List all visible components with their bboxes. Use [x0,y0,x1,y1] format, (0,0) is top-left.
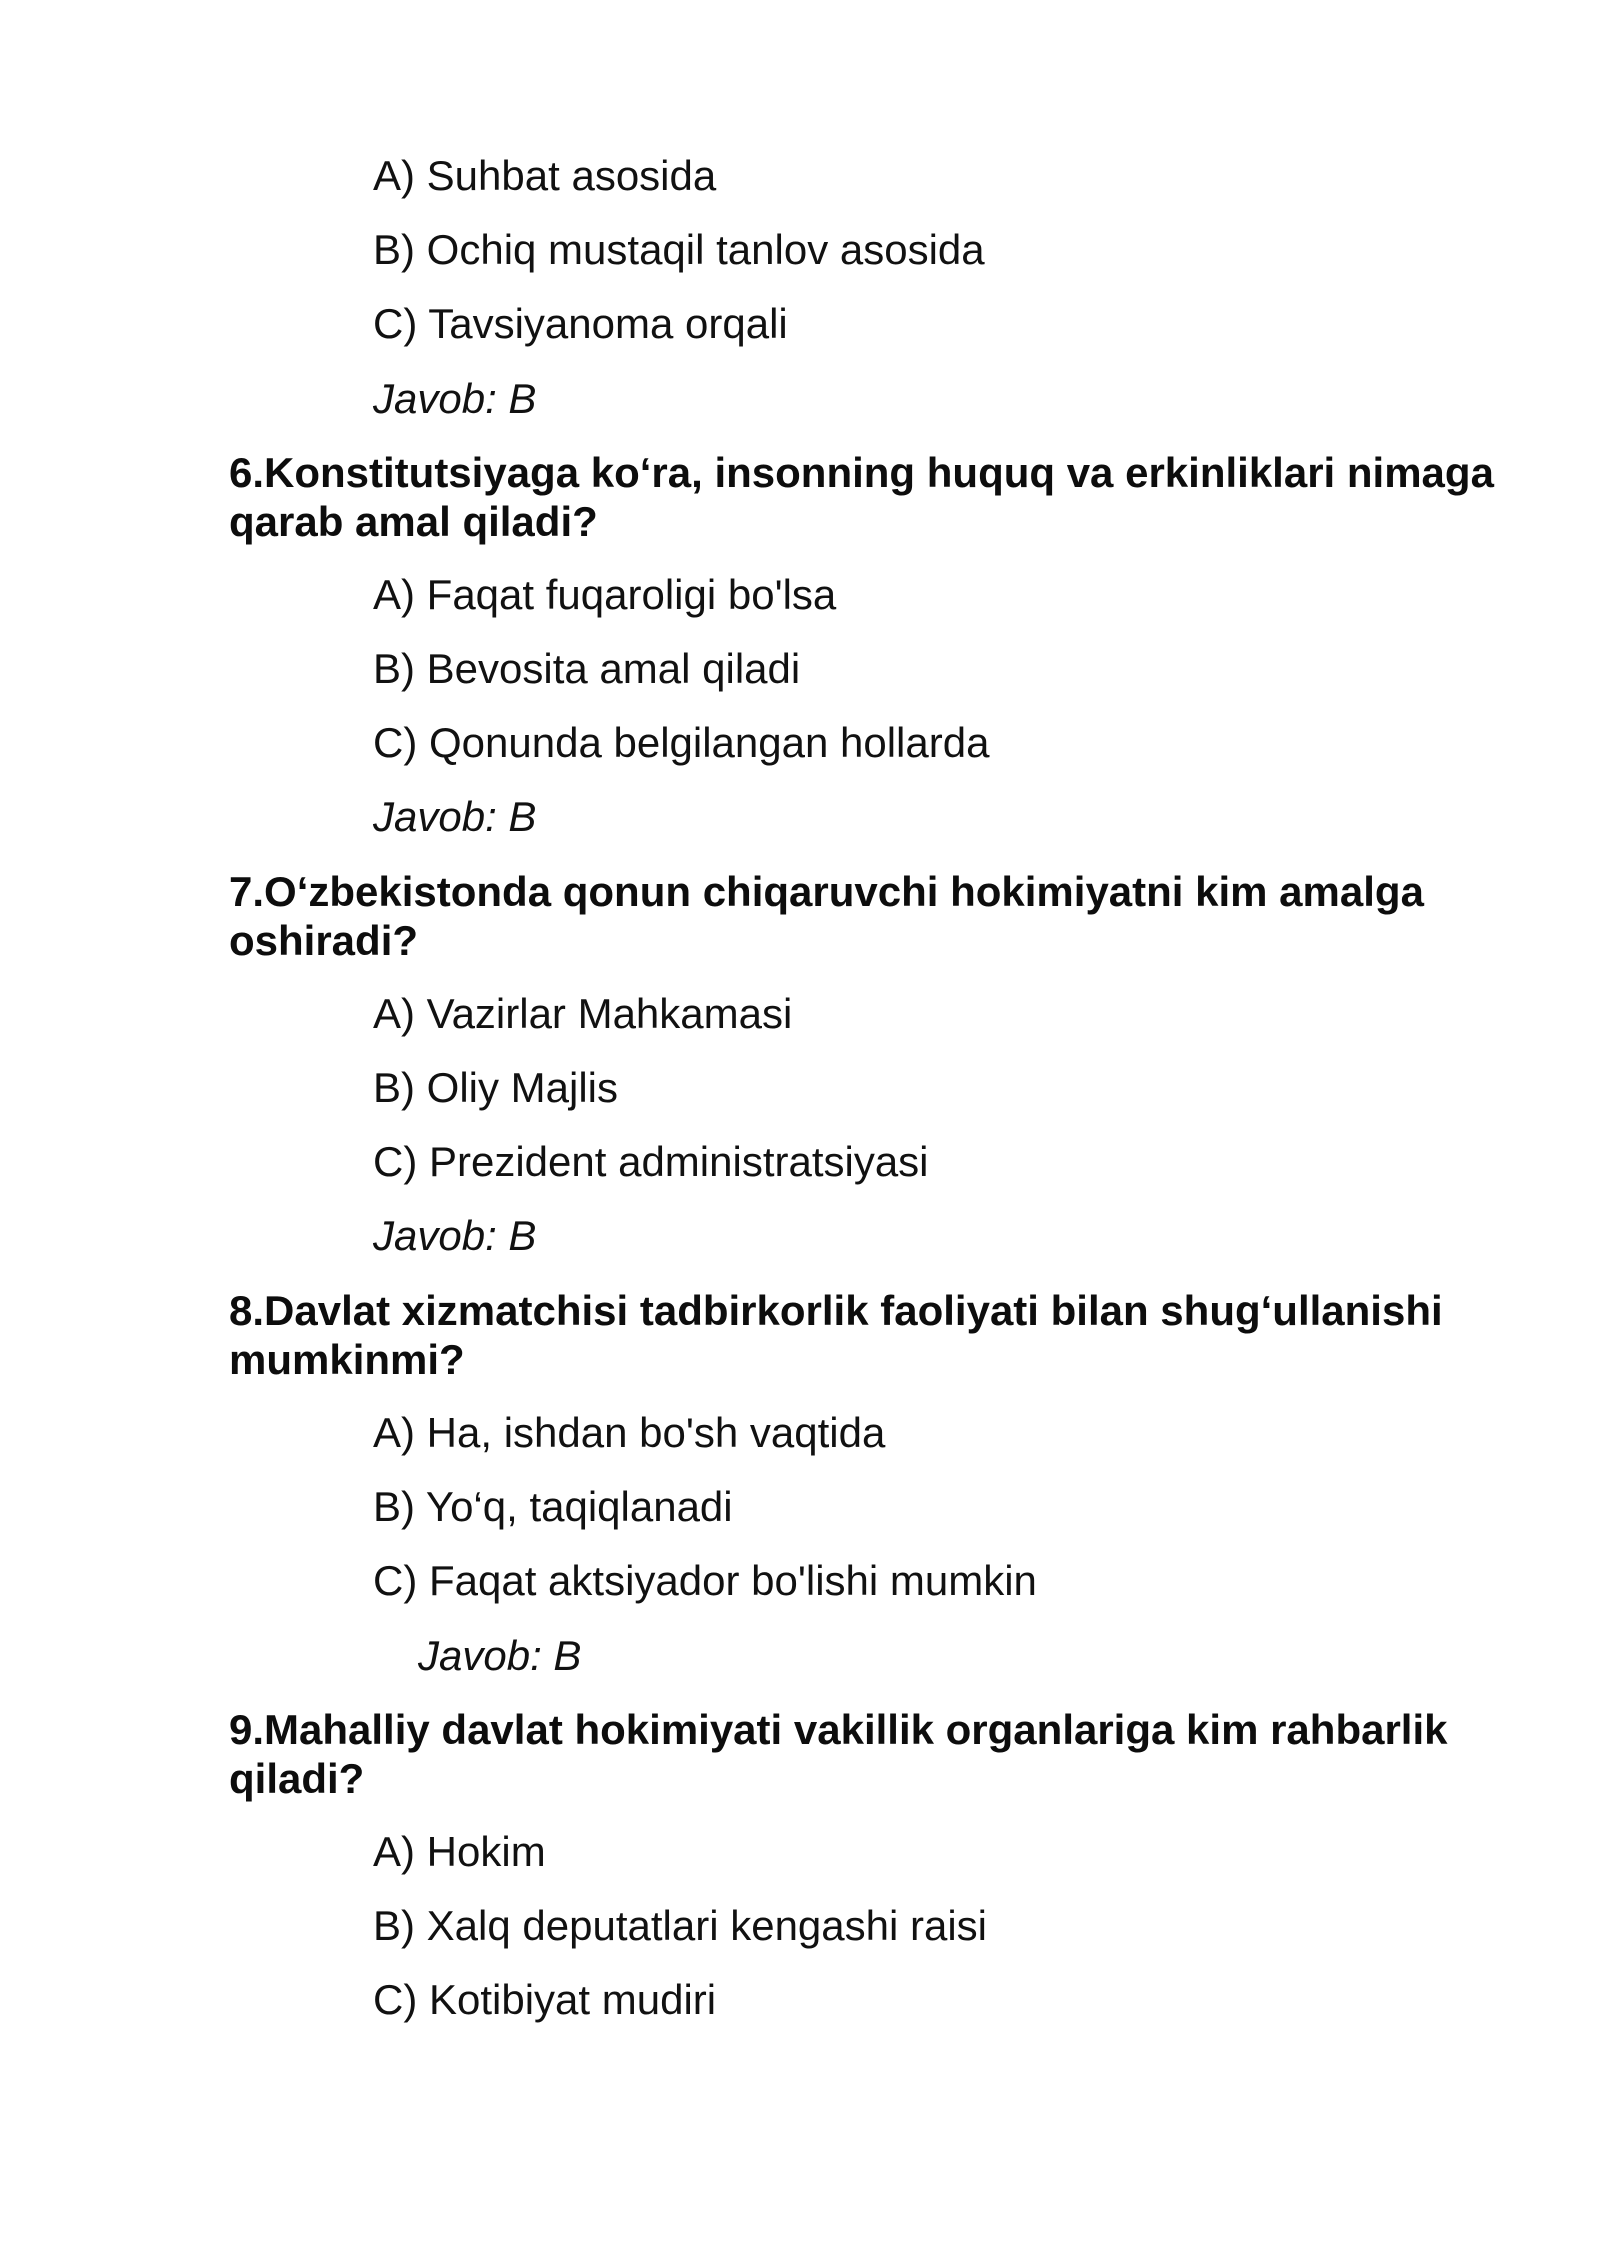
answer-text: Javob: B [373,375,537,422]
option-b: B) Yo‘q, taqiqlanadi [373,1483,733,1530]
option-c: C) Qonunda belgilangan hollarda [373,719,990,766]
option-a: A) Faqat fuqaroligi bo'lsa [373,571,837,618]
answer-text: Javob: B [373,793,537,840]
option-a: A) Hokim [373,1828,546,1875]
option-b: B) Ochiq mustaqil tanlov asosida [373,226,985,273]
option-b: B) Bevosita amal qiladi [373,645,801,692]
option-b: B) Xalq deputatlari kengashi raisi [373,1902,988,1949]
option-c: C) Faqat aktsiyador bo'lishi mumkin [373,1557,1037,1604]
question-text: 7.O‘zbekistonda qonun chiqaruvchi hokimiyatni kim amalga oshiradi? [229,868,1424,964]
question-text: 6.Konstitutsiyaga ko‘ra, insonning huquq va erkinliklari nimaga qarab amal qiladi? [229,449,1494,545]
question-text: 9.Mahalliy davlat hokimiyati vakillik organlariga kim rahbarlik qiladi? [229,1706,1448,1802]
option-b: B) Oliy Majlis [373,1064,619,1111]
answer-text: Javob: B [418,1632,582,1679]
question-text: 8.Davlat xizmatchisi tadbirkorlik faoliyati bilan shug‘ullanishi mumkinmi? [229,1287,1443,1383]
option-c: C) Tavsiyanoma orqali [373,300,788,347]
option-a: A) Suhbat asosida [373,152,717,199]
option-c: C) Prezident administratsiyasi [373,1138,929,1185]
option-c: C) Kotibiyat mudiri [373,1976,717,2023]
option-a: A) Ha, ishdan bo'sh vaqtida [373,1409,886,1456]
answer-text: Javob: B [373,1212,537,1259]
option-a: A) Vazirlar Mahkamasi [373,990,793,1037]
